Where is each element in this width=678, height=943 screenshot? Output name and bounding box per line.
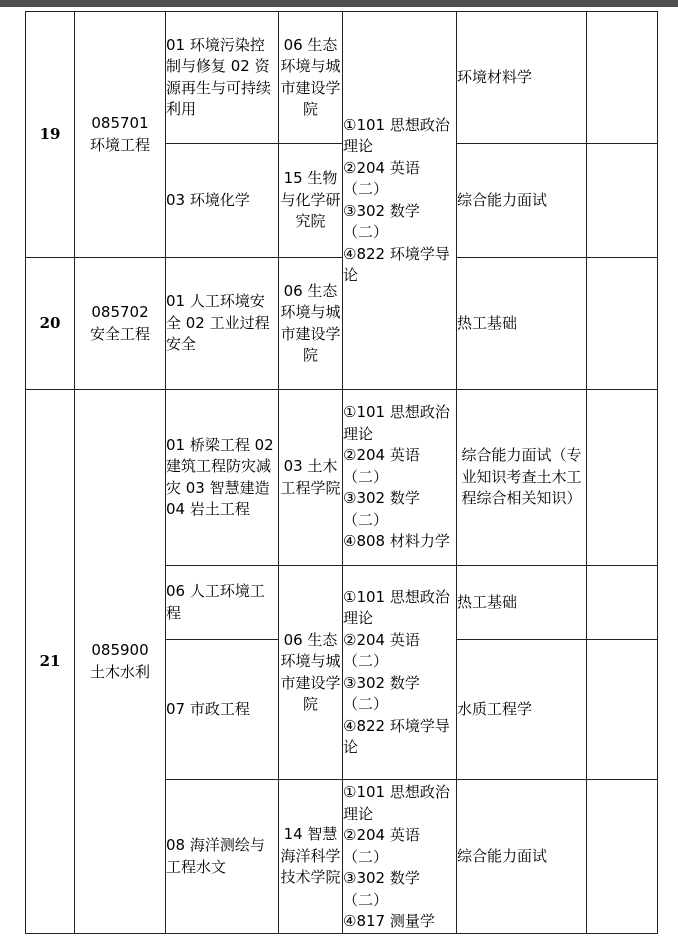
major-code: 085701 bbox=[91, 114, 149, 132]
exam-subject: ②204 英语（二） bbox=[343, 826, 420, 866]
notes-cell bbox=[587, 640, 658, 780]
table-row bbox=[26, 258, 658, 390]
exam-subjects bbox=[343, 566, 457, 780]
research-direction: 01 桥梁工程 02 建筑工程防灾减灾 03 智慧建造 04 岩土工程 bbox=[166, 390, 279, 566]
research-direction: 01 人工环境安全 02 工业过程安全 bbox=[166, 258, 279, 390]
department: 14 智慧海洋科学技术学院 bbox=[279, 780, 343, 934]
exam-subject: ④822 环境学导论 bbox=[343, 244, 450, 284]
exam-subject: ③302 数学（二） bbox=[343, 869, 420, 909]
department: 15 生物与化学研究院 bbox=[279, 144, 343, 258]
top-bar bbox=[0, 0, 678, 7]
major-cell bbox=[75, 12, 166, 258]
retest-subject: 综合能力面试 bbox=[457, 144, 587, 258]
exam-subject: ①101 思想政治理论 bbox=[343, 783, 450, 823]
exam-subject: ④817 测量学 bbox=[343, 912, 435, 930]
table-row bbox=[26, 12, 658, 144]
major-name: 环境工程 bbox=[89, 135, 150, 154]
notes-cell bbox=[587, 12, 658, 144]
retest-subject: 热工基础 bbox=[457, 258, 587, 390]
row-index: 21 bbox=[26, 390, 75, 934]
exam-subject: ②204 英语（二） bbox=[343, 630, 420, 670]
exam-subject: ②204 英语（二） bbox=[343, 158, 420, 198]
research-direction: 08 海洋测绘与工程水文 bbox=[166, 780, 279, 934]
exam-subject: ①101 思想政治理论 bbox=[343, 115, 450, 155]
retest-subject: 综合能力面试（专业知识考查土木工程综合相关知识） bbox=[457, 390, 587, 566]
major-name: 土木水利 bbox=[89, 662, 150, 681]
exam-subject: ③302 数学（二） bbox=[343, 201, 420, 241]
exam-subject: ①101 思想政治理论 bbox=[343, 587, 450, 627]
exam-subject: ④822 环境学导论 bbox=[343, 716, 450, 756]
notes-cell bbox=[587, 258, 658, 390]
major-cell bbox=[75, 390, 166, 934]
exam-subject: ①101 思想政治理论 bbox=[343, 403, 450, 443]
exam-subjects bbox=[343, 390, 457, 566]
notes-cell bbox=[587, 566, 658, 640]
major-name: 安全工程 bbox=[89, 324, 150, 343]
exam-subject: ③302 数学（二） bbox=[343, 489, 420, 529]
row-index: 20 bbox=[26, 258, 75, 390]
major-cell bbox=[75, 258, 166, 390]
exam-subject: ②204 英语（二） bbox=[343, 446, 420, 486]
exam-subjects bbox=[343, 12, 457, 390]
department: 06 生态环境与城市建设学院 bbox=[279, 258, 343, 390]
exam-subjects bbox=[343, 780, 457, 934]
admissions-table bbox=[25, 11, 658, 934]
exam-subject: ④808 材料力学 bbox=[343, 532, 450, 551]
notes-cell bbox=[587, 390, 658, 566]
notes-cell bbox=[587, 780, 658, 934]
major-code: 085900 bbox=[91, 641, 149, 659]
table-row bbox=[26, 390, 658, 566]
row-index: 19 bbox=[26, 12, 75, 258]
exam-subject: ③302 数学（二） bbox=[343, 673, 420, 713]
notes-cell bbox=[587, 144, 658, 258]
retest-subject: 热工基础 bbox=[457, 566, 587, 640]
retest-subject: 环境材料学 bbox=[457, 12, 587, 144]
research-direction: 07 市政工程 bbox=[166, 640, 279, 780]
department: 03 土木工程学院 bbox=[279, 390, 343, 566]
research-direction: 03 环境化学 bbox=[166, 144, 279, 258]
retest-subject: 水质工程学 bbox=[457, 640, 587, 780]
department: 06 生态环境与城市建设学院 bbox=[279, 12, 343, 144]
research-direction: 01 环境污染控制与修复 02 资源再生与可持续利用 bbox=[166, 12, 279, 144]
major-code: 085702 bbox=[91, 303, 149, 321]
research-direction: 06 人工环境工程 bbox=[166, 566, 279, 640]
department: 06 生态环境与城市建设学院 bbox=[279, 566, 343, 780]
retest-subject: 综合能力面试 bbox=[457, 780, 587, 934]
